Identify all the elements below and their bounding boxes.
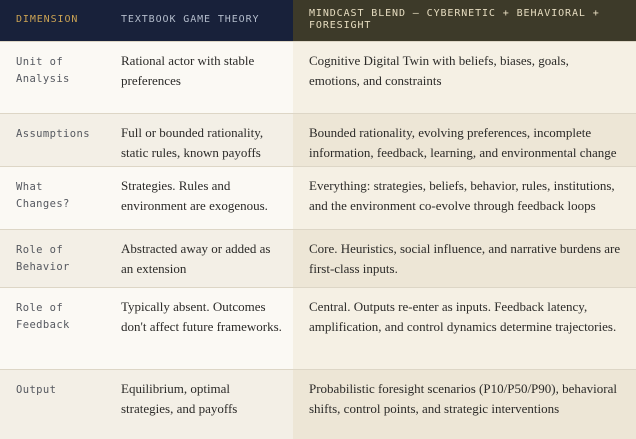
row-dimension: What Changes? <box>0 166 107 229</box>
column-header-mindcast: MINDCAST BLEND — CYBERNETIC + BEHAVIORAL + FORESIGHT <box>293 0 636 41</box>
row-textbook: Rational actor with stable preferences <box>107 41 293 113</box>
row-textbook: Strategies. Rules and environment are exogenous. <box>107 166 293 229</box>
row-mindcast: Central. Outputs re-enter as inputs. Feedback latency, amplification, and control dynamics determine trajectories. <box>293 287 636 369</box>
column-header-textbook: TEXTBOOK GAME THEORY <box>107 0 293 41</box>
row-textbook: Typically absent. Outcomes don't affect future frameworks. <box>107 287 293 369</box>
row-mindcast: Core. Heuristics, social influence, and narrative burdens are first-class inputs. <box>293 229 636 287</box>
row-textbook: Full or bounded rationality, static rules, known payoffs <box>107 113 293 166</box>
table-row <box>0 166 636 229</box>
row-mindcast: Probabilistic foresight scenarios (P10/P50/P90), behavioral shifts, control points, and strategic interventions <box>293 369 636 439</box>
row-textbook: Equilibrium, optimal strategies, and payoffs <box>107 369 293 439</box>
table-row <box>0 113 636 166</box>
row-dimension: Output <box>0 369 107 439</box>
table-row <box>0 369 636 439</box>
row-dimension: Role of Behavior <box>0 229 107 287</box>
table-row <box>0 287 636 369</box>
row-dimension: Role of Feedback <box>0 287 107 369</box>
row-dimension: Assumptions <box>0 113 107 166</box>
row-mindcast: Bounded rationality, evolving preferences, incomplete information, feedback, learning, and environmental change <box>293 113 636 166</box>
column-header-dimension: DIMENSION <box>0 0 107 41</box>
table-row <box>0 229 636 287</box>
row-mindcast: Cognitive Digital Twin with beliefs, biases, goals, emotions, and constraints <box>293 41 636 113</box>
table-row <box>0 41 636 113</box>
row-mindcast: Everything: strategies, beliefs, behavior, rules, institutions, and the environment co-evolve through feedback loops <box>293 166 636 229</box>
row-textbook: Abstracted away or added as an extension <box>107 229 293 287</box>
table-header <box>0 0 636 41</box>
row-dimension: Unit of Analysis <box>0 41 107 113</box>
